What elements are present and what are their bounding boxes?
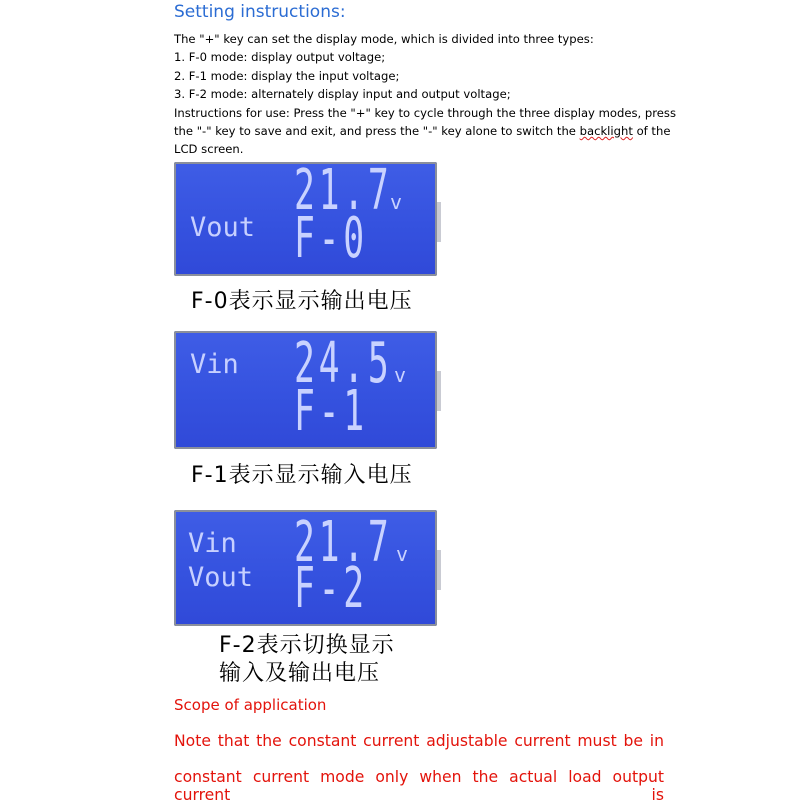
mode-readout: F-1	[294, 379, 368, 444]
setting-instructions-heading: Setting instructions:	[174, 2, 346, 22]
lcd-panel-f1	[174, 331, 437, 449]
backlight-word: backlight	[579, 124, 633, 139]
caption-f2-line2: 输入及输出电压	[219, 661, 381, 686]
instruction-line: 1. F-0 mode: display output voltage;	[174, 50, 386, 65]
unit-label: v	[390, 190, 403, 214]
caption-f2-line1: F-2表示切换显示	[219, 633, 395, 658]
unit-label: v	[396, 542, 409, 566]
vout-label: Vout	[190, 212, 256, 243]
vin-label: Vin	[190, 349, 239, 380]
voltage-readout: 21.7	[294, 158, 393, 223]
lcd-panel-f2	[174, 510, 437, 626]
instructions-text	[174, 30, 676, 159]
instruction-line: LCD screen.	[174, 142, 244, 157]
vin-label: Vin	[188, 528, 237, 559]
lcd-panel-f0	[174, 158, 437, 276]
instruction-line: 3. F-2 mode: alternately display input and output voltage;	[174, 87, 511, 102]
unit-label: v	[394, 363, 407, 387]
instruction-line: 2. F-1 mode: display the input voltage;	[174, 68, 400, 83]
instruction-line: The "+" key can set the display mode, which is divided into three types:	[174, 32, 594, 46]
instruction-line	[174, 122, 671, 140]
instruction-line: Instructions for use: Press the "+" key to cycle through the three display modes, press	[174, 105, 676, 120]
instruction-line-part: of the	[636, 124, 671, 139]
scope-heading: Scope of application	[174, 696, 327, 714]
caption-f1: F-1表示显示输入电压	[191, 463, 413, 488]
mode-readout: F-2	[294, 556, 368, 621]
mode-readout: F-0	[294, 206, 368, 271]
vout-label: Vout	[188, 562, 254, 593]
voltage-readout: 21.7	[294, 510, 393, 575]
voltage-readout: 24.5	[294, 331, 393, 396]
scope-line: constant current mode only when the actual load output current is	[174, 768, 664, 804]
instruction-line-part: the "-" key to save and exit, and press the "-" key alone to switch the	[174, 124, 576, 139]
scope-line: Note that the constant current adjustable current must be in	[174, 732, 664, 750]
caption-f0: F-0表示显示输出电压	[191, 289, 413, 314]
